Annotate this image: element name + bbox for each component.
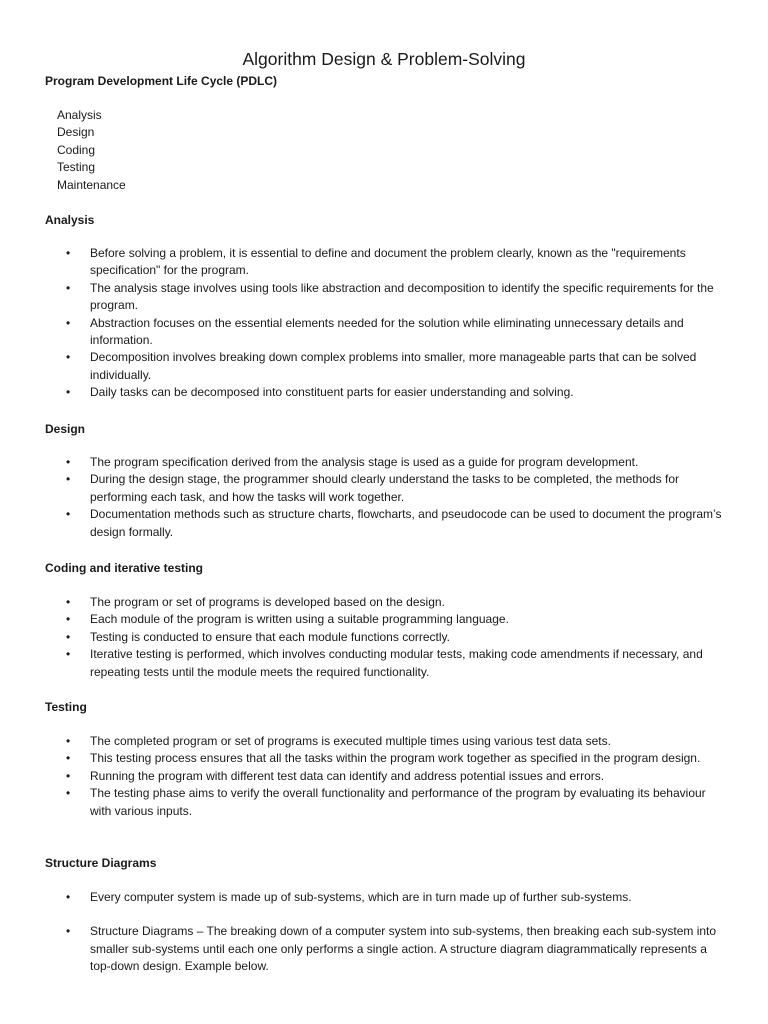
structure-diagrams-heading: Structure Diagrams — [45, 856, 157, 870]
list-item-text: Each module of the program is written using a suitable programming language. — [90, 612, 509, 627]
bullet-icon: • — [66, 507, 71, 522]
list-item-text: The testing phase aims to verify the overall functionality and performance of the program by evaluating its behaviour with various inputs. — [90, 786, 706, 818]
list-item — [0, 611, 730, 628]
list-item-text: Abstraction focuses on the essential elements needed for the solution while eliminating unnecessary details and information. — [90, 315, 684, 348]
bullet-icon: • — [66, 246, 71, 260]
bullet-icon: • — [66, 629, 71, 644]
analysis-heading: Analysis — [45, 213, 95, 227]
bullet-icon: • — [66, 472, 71, 487]
pdlc-stage-list — [57, 107, 126, 194]
list-item — [0, 280, 730, 315]
bullet-icon: • — [66, 786, 71, 801]
list-item-text: The completed program or set of programs is executed multiple times using various test data sets. — [90, 734, 611, 748]
list-item-text: This testing process ensures that all the tasks within the program work together as specified in the program design. — [90, 751, 701, 766]
bullet-icon: • — [66, 595, 71, 609]
pdlc-heading: Program Development Life Cycle (PDLC) — [45, 74, 278, 88]
list-item — [0, 750, 730, 767]
bullet-icon: • — [66, 924, 71, 939]
structure-diagrams-bullet-list — [0, 889, 768, 976]
list-item — [0, 646, 730, 681]
bullet-icon: • — [66, 647, 71, 662]
list-item — [0, 594, 730, 611]
list-item-text: Daily tasks can be decomposed into constituent parts for easier understanding and solving. — [90, 385, 574, 400]
testing-bullet-list — [0, 733, 768, 820]
bullet-icon: • — [66, 768, 71, 783]
list-item — [0, 315, 730, 350]
pdlc-stage: Design — [57, 125, 95, 140]
bullet-icon: • — [66, 751, 71, 766]
list-item-text: Running the program with different test data can identify and address potential issues and errors. — [90, 768, 605, 783]
list-item — [0, 768, 730, 785]
pdlc-stage: Testing — [57, 160, 96, 175]
bullet-icon: • — [66, 350, 71, 365]
bullet-icon: • — [66, 280, 71, 295]
pdlc-stage: Coding — [57, 142, 96, 157]
bullet-icon: • — [66, 890, 71, 904]
list-item — [0, 923, 730, 975]
list-item — [0, 454, 730, 471]
analysis-bullet-list — [0, 245, 768, 402]
design-bullet-list — [0, 454, 768, 541]
testing-heading: Testing — [45, 700, 87, 714]
list-item — [0, 785, 730, 820]
list-item-text: Before solving a problem, it is essential to define and document the problem clearly, known as the "requirements specification" for the program. — [90, 246, 686, 278]
list-item — [0, 245, 730, 280]
list-item-text: During the design stage, the programmer should clearly understand the tasks to be completed, the methods for performing each task, and how the tasks will work together. — [90, 472, 679, 504]
design-heading: Design — [45, 422, 86, 436]
list-item — [0, 889, 730, 906]
coding-heading: Coding and iterative testing — [45, 561, 204, 575]
list-item-text: The analysis stage involves using tools like abstraction and decomposition to identify the specific requirements for the program. — [90, 280, 714, 313]
list-item — [0, 384, 730, 401]
coding-bullet-list — [0, 594, 768, 681]
list-item-text: The program specification derived from the analysis stage is used as a guide for program development. — [90, 455, 639, 469]
list-item — [0, 471, 730, 506]
bullet-icon: • — [66, 734, 71, 748]
list-item — [0, 349, 730, 384]
pdlc-stage: Maintenance — [57, 177, 126, 192]
bullet-icon: • — [66, 455, 71, 469]
list-item-text: Testing is conducted to ensure that each module functions correctly. — [90, 629, 450, 644]
document-title: Algorithm Design & Problem-Solving — [242, 49, 526, 69]
list-item — [0, 733, 730, 750]
list-item-text: Every computer system is made up of sub-systems, which are in turn made up of further sub-systems. — [90, 890, 632, 904]
list-item-text: Documentation methods such as structure charts, flowcharts, and pseudocode can be used to document the program’s design formally. — [90, 507, 722, 539]
list-item-text: Iterative testing is performed, which involves conducting modular tests, making code amendments if necessary, and repeating tests until the module meets the required functionality. — [90, 647, 703, 679]
list-item-text: The program or set of programs is developed based on the design. — [90, 595, 445, 609]
bullet-icon: • — [66, 315, 71, 330]
list-item — [0, 506, 730, 541]
bullet-icon: • — [66, 612, 71, 627]
list-item-text: Structure Diagrams – The breaking down of a computer system into sub-systems, then breaking each sub-system into smaller sub-systems until each one only performs a single action. A structure diagram diagrammatically represents a top-down design. Example below. — [90, 924, 717, 974]
list-item — [0, 629, 730, 646]
list-item-text: Decomposition involves breaking down complex problems into smaller, more manageable parts that can be solved individually. — [90, 350, 697, 382]
bullet-icon: • — [66, 385, 71, 400]
pdlc-stage: Analysis — [57, 108, 102, 122]
